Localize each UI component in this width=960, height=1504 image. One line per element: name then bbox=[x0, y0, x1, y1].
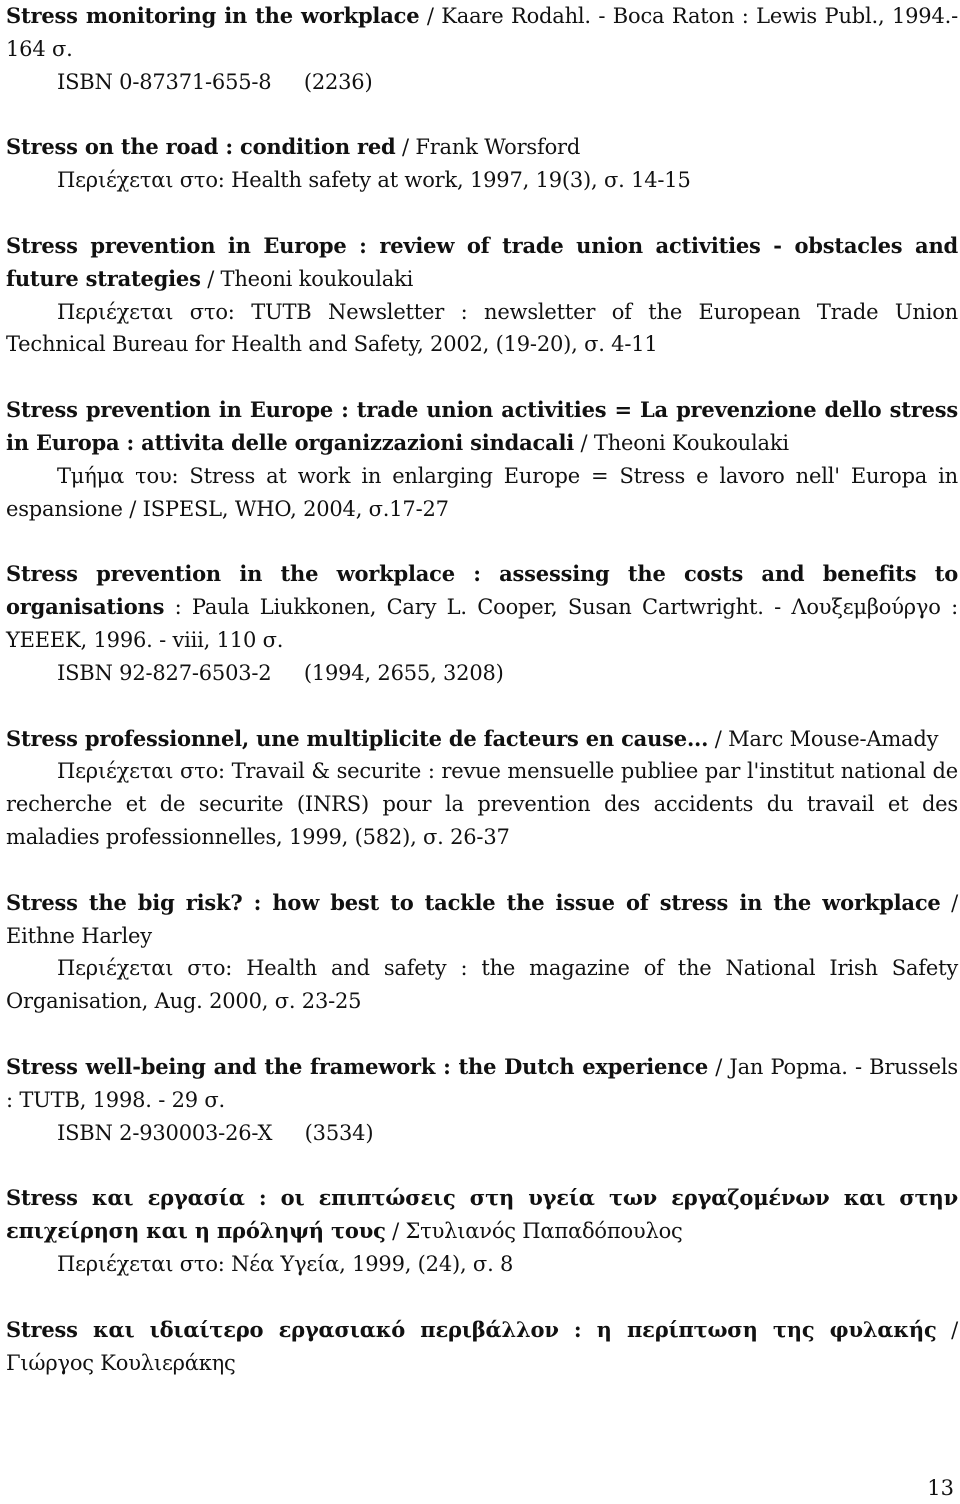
entry-title: Stress the big risk? : how best to tackle the issue of stress in the workplace bbox=[6, 889, 941, 915]
entry-heading bbox=[6, 1051, 958, 1117]
entry-3 bbox=[6, 230, 958, 361]
entry-isbn: ISBN 0-87371-655-8 (2236) bbox=[57, 69, 373, 94]
entry-source: Περιέχεται στο: Travail & securite : revue mensuelle publiee par l'institut national de recherche et de securite (INRS) pour la prevention des accidents du travail et des maladies professionnelles, 1999, (582), σ. 26-37 bbox=[6, 759, 958, 849]
page-number: 13 bbox=[927, 1476, 954, 1500]
entry-10 bbox=[6, 1314, 958, 1380]
entry-1 bbox=[6, 0, 958, 98]
entry-responsibility: / Marc Mouse-Amady bbox=[708, 726, 939, 751]
entry-responsibility: / Eithne Harley bbox=[6, 890, 958, 948]
entry-responsibility: / Theoni Koukoulaki bbox=[574, 430, 789, 455]
entry-title: Stress professionnel, une multiplicite de facteurs en cause... bbox=[6, 725, 709, 751]
entry-source: Περιέχεται στο: Health safety at work, 1997, 19(3), σ. 14-15 bbox=[57, 168, 691, 193]
entry-responsibility: / Theoni koukoulaki bbox=[200, 266, 414, 291]
entry-title: Stress monitoring in the workplace bbox=[6, 3, 420, 28]
entry-heading bbox=[6, 723, 958, 756]
entry-6 bbox=[6, 723, 958, 854]
entry-responsibility: / Στυλιανός Παπαδόπουλος bbox=[385, 1219, 683, 1244]
entry-title: Stress prevention in Europe : review of trade union activities - obstacles and future strategies bbox=[6, 232, 958, 291]
entry-heading bbox=[6, 131, 958, 164]
entry-responsibility: / Kaare Rodahl. - Boca Raton : Lewis Publ., 1994.- 164 σ. bbox=[6, 4, 959, 61]
entry-heading bbox=[6, 230, 958, 296]
entry-2 bbox=[6, 131, 958, 197]
entry-source: Περιέχεται στο: TUTB Newsletter : newsletter of the European Trade Union Technical Bureau for Health and Safety, 2002, (19-20), σ. 4-11 bbox=[6, 299, 958, 357]
entry-heading bbox=[6, 558, 958, 656]
entry-title: Stress well-being and the framework : the Dutch experience bbox=[6, 1053, 708, 1079]
entry-responsibility: / Γιώργος Κουλιεράκης bbox=[6, 1317, 958, 1375]
entry-responsibility: : Paula Liukkonen, Cary L. Cooper, Susan Cartwright. - Λουξεμβούργο : ΥΕΕΕΚ, 1996. - viii, 110 σ. bbox=[6, 595, 958, 652]
entry-source: Περιέχεται στο: Νέα Υγεία, 1999, (24), σ. 8 bbox=[57, 1251, 514, 1276]
entry-title: Stress και ιδιαίτερο εργασιακό περιβάλλον : η περίπτωση της φυλακής bbox=[6, 1316, 937, 1342]
bibliography-page bbox=[6, 0, 958, 1412]
entry-heading bbox=[6, 1182, 958, 1248]
entry-isbn: ISBN 92-827-6503-2 (1994, 2655, 3208) bbox=[57, 660, 504, 685]
entry-4 bbox=[6, 394, 958, 525]
entry-9 bbox=[6, 1182, 958, 1280]
entry-heading bbox=[6, 1314, 958, 1380]
entry-isbn: ISBN 2-930003-26-X (3534) bbox=[57, 1120, 374, 1145]
entry-heading bbox=[6, 887, 958, 953]
entry-part-of: Τμήμα του: Stress at work in enlarging Europe = Stress e lavoro nell' Europa in espansione / ISPESL, WHO, 2004, σ.17-27 bbox=[6, 463, 958, 521]
entry-title: Stress prevention in the workplace : assessing the costs and benefits to organisations bbox=[6, 561, 958, 620]
entry-5 bbox=[6, 558, 958, 689]
entry-responsibility: / Jan Popma. - Brussels : TUTB, 1998. - 29 σ. bbox=[6, 1054, 959, 1112]
entry-title: Stress και εργασία : οι επιπτώσεις στη υγεία των εργαζομένων και στην επιχείρηση και η πρόληψή τους bbox=[6, 1185, 958, 1244]
entry-title: Stress on the road : condition red bbox=[6, 134, 396, 160]
entry-heading bbox=[6, 394, 958, 460]
entry-title: Stress prevention in Europe : trade union activities = La prevenzione dello stress in Europa : attivita delle organizzazioni sindacali bbox=[6, 397, 958, 455]
entry-responsibility: / Frank Worsford bbox=[395, 135, 581, 160]
entry-heading bbox=[6, 0, 958, 66]
entry-8 bbox=[6, 1051, 958, 1149]
entry-7 bbox=[6, 887, 958, 1018]
entry-source: Περιέχεται στο: Health and safety : the magazine of the National Irish Safety Organisation, Aug. 2000, σ. 23-25 bbox=[6, 956, 958, 1014]
